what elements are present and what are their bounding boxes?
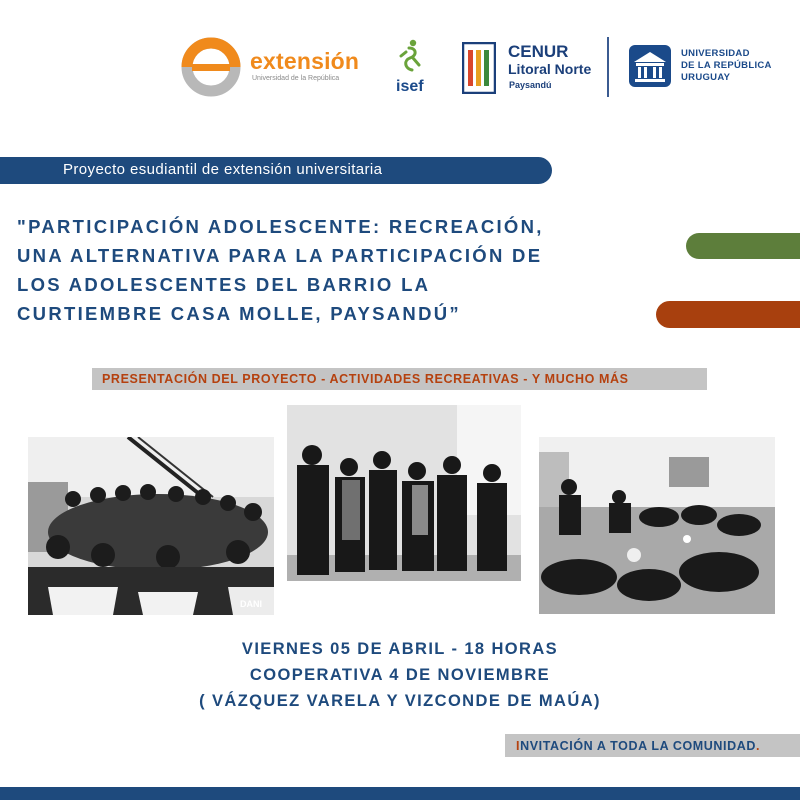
extension-subtitle: Universidad de la República (252, 75, 340, 82)
project-title (17, 212, 657, 328)
event-date: VIERNES 05 DE ABRIL - 18 HORAS (241, 640, 559, 658)
event-details (0, 636, 800, 714)
cenur-line2: Litoral Norte (508, 61, 592, 77)
invitation-text (516, 739, 760, 753)
udelar-line1: UNIVERSIDAD (681, 48, 750, 59)
banner-text: Proyecto esudiantil de extensión universitaria (63, 161, 383, 178)
project-type-banner (0, 157, 552, 184)
logo-strip (0, 0, 800, 130)
isef-logo (392, 38, 432, 98)
footer-bar (0, 787, 800, 800)
udelar-line3: URUGUAY (681, 72, 731, 83)
title-line-3: LOS ADOLESCENTES DEL BARRIO LA (17, 274, 431, 295)
cenur-line1: CENUR (508, 42, 569, 61)
isef-wordmark: isef (396, 78, 424, 95)
isef-figure-icon (392, 38, 432, 78)
photo-standing-group (287, 405, 521, 581)
extension-logo (180, 36, 370, 98)
udelar-logo (628, 42, 778, 92)
event-place: COOPERATIVA 4 DE NOVIEMBRE (249, 666, 551, 684)
decorative-green-bar (686, 233, 800, 259)
invitation-period: . (755, 739, 761, 753)
decorative-orange-bar (656, 301, 800, 328)
title-line-1: "PARTICIPACIÓN ADOLESCENTE: RECREACIÓN, (17, 216, 544, 237)
activities-text: PRESENTACIÓN DEL PROYECTO - ACTIVIDADES RECREATIVAS - Y MUCHO MÁS (102, 372, 629, 386)
logo-divider (607, 37, 609, 97)
shirt-caption: DANI (240, 599, 262, 609)
udelar-line2: DE LA REPÚBLICA (681, 60, 772, 71)
event-address: ( VÁZQUEZ VARELA Y VIZCONDE DE MAÚA) (199, 692, 601, 710)
photo-group-circle (28, 437, 274, 615)
cenur-emblem-icon (462, 42, 496, 94)
extension-e-icon (180, 36, 242, 98)
invitation-first-letter: I (516, 739, 521, 753)
udelar-building-icon (628, 44, 672, 88)
photo-floor-activity (539, 437, 775, 614)
cenur-logo (460, 38, 600, 98)
title-line-2: UNA ALTERNATIVA PARA LA PARTICIPACIÓN DE (17, 245, 543, 266)
activities-band (92, 368, 707, 390)
title-line-4: CURTIEMBRE CASA MOLLE, PAYSANDÚ” (17, 303, 461, 324)
cenur-line3: Paysandú (509, 80, 552, 90)
extension-wordmark: extensión (250, 48, 360, 74)
invitation-rest: NVITACIÓN A TODA LA COMUNIDAD (520, 739, 756, 753)
invitation-band (505, 734, 800, 757)
